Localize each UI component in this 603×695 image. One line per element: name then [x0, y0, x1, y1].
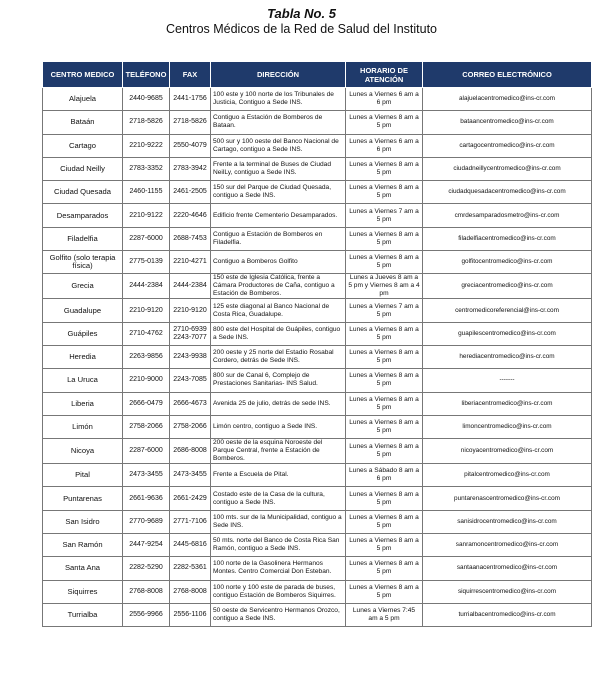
cell-horario: Lunes a Viernes 8 am a 5 pm: [346, 439, 423, 464]
cell-horario: Lunes a Viernes 8 am a 5 pm: [346, 510, 423, 533]
cell-direccion: 800 sur de Canal 6, Complejo de Prestaciones Sanitarias- INS Salud.: [211, 369, 346, 392]
cell-telefono: 2440-9685: [123, 88, 170, 111]
cell-centro: Turrialba: [43, 603, 123, 626]
cell-correo: santaanacentromedico@ins-cr.com: [423, 557, 592, 580]
table-row: [43, 322, 592, 345]
cell-centro: San Ramón: [43, 534, 123, 557]
cell-horario: Lunes a Viernes 8 am a 5 pm: [346, 557, 423, 580]
header-centro: CENTRO MEDICO: [43, 62, 123, 88]
cell-fax: 2441-1756: [170, 88, 211, 111]
cell-fax: 2710-6939 2243-7077: [170, 322, 211, 345]
table-row: [43, 181, 592, 204]
cell-telefono: 2758-2066: [123, 415, 170, 438]
cell-horario: Lunes a Viernes 7 am a 5 pm: [346, 204, 423, 227]
table-row: [43, 299, 592, 322]
table-row: [43, 415, 592, 438]
cell-correo: alajuelacentromedico@ins-cr.com: [423, 88, 592, 111]
cell-telefono: 2210-9120: [123, 299, 170, 322]
cell-direccion: Edificio frente Cementerio Desamparados.: [211, 204, 346, 227]
cell-direccion: 100 mts. sur de la Municipalidad, contiguo a Sede INS.: [211, 510, 346, 533]
cell-horario: Lunes a Viernes 8 am a 5 pm: [346, 157, 423, 180]
cell-centro: Guápiles: [43, 322, 123, 345]
table-row: [43, 345, 592, 368]
table-row: [43, 369, 592, 392]
cell-direccion: 100 este y 100 norte de los Tribunales de Justicia, Contiguo a Sede INS.: [211, 88, 346, 111]
cell-centro: Nicoya: [43, 439, 123, 464]
cell-telefono: 2556-9966: [123, 603, 170, 626]
cell-telefono: 2447-9254: [123, 534, 170, 557]
cell-telefono: 2287-6000: [123, 227, 170, 250]
cell-centro: Alajuela: [43, 88, 123, 111]
table-row: [43, 157, 592, 180]
cell-correo: golfitocentromedico@ins-cr.com: [423, 251, 592, 274]
cell-direccion: Frente a Escuela de Pital.: [211, 464, 346, 487]
cell-direccion: Frente a la terminal de Buses de Ciudad NeilLy, contiguo a Sede INS.: [211, 157, 346, 180]
cell-fax: 2768-8008: [170, 580, 211, 603]
cell-horario: Lunes a Viernes 8 am a 5 pm: [346, 534, 423, 557]
cell-direccion: Contiguo a Estación de Bomberos en Filadelfia.: [211, 227, 346, 250]
cell-telefono: 2775-0139: [123, 251, 170, 274]
cell-centro: Golfito (solo terapia física): [43, 251, 123, 274]
cell-correo: guapilescentromedico@ins-cr.com: [423, 322, 592, 345]
table-row: [43, 534, 592, 557]
table-row: [43, 204, 592, 227]
header-correo: CORREO ELECTRÓNICO: [423, 62, 592, 88]
cell-centro: Pital: [43, 464, 123, 487]
cell-direccion: 200 oeste de la esquina Noroeste del Parque Central, frente a Estación de Bomberos.: [211, 439, 346, 464]
cell-direccion: 50 mts. norte del Banco de Costa Rica San Ramón, contiguo a Sede INS.: [211, 534, 346, 557]
cell-horario: Lunes a Viernes 7:45 am a 5 pm: [346, 603, 423, 626]
cell-horario: Lunes a Viernes 8 am a 5 pm: [346, 487, 423, 510]
cell-centro: Liberia: [43, 392, 123, 415]
cell-direccion: Contiguo a Bomberos Golfito: [211, 251, 346, 274]
cell-centro: Ciudad Quesada: [43, 181, 123, 204]
table-caption: [0, 6, 603, 37]
cell-horario: Lunes a Jueves 8 am a 5 pm y Viernes 8 am a 4 pm: [346, 274, 423, 299]
cell-correo: herediacentromedico@ins-cr.com: [423, 345, 592, 368]
cell-correo: cmrdesamparadosmetro@ins-cr.com: [423, 204, 592, 227]
cell-correo: limoncentromedico@ins-cr.com: [423, 415, 592, 438]
cell-centro: Santa Ana: [43, 557, 123, 580]
cell-centro: Limón: [43, 415, 123, 438]
cell-centro: Puntarenas: [43, 487, 123, 510]
cell-horario: Lunes a Viernes 7 am a 5 pm: [346, 299, 423, 322]
cell-fax: 2688-7453: [170, 227, 211, 250]
cell-telefono: 2770-9689: [123, 510, 170, 533]
cell-telefono: 2710-4762: [123, 322, 170, 345]
cell-direccion: 800 este del Hospital de Guápiles, contiguo a Sede INS.: [211, 322, 346, 345]
cell-fax: 2220-4646: [170, 204, 211, 227]
cell-centro: Bataán: [43, 111, 123, 134]
cell-fax: 2282-5361: [170, 557, 211, 580]
table-row: [43, 111, 592, 134]
cell-telefono: 2282-5290: [123, 557, 170, 580]
cell-telefono: 2263-9856: [123, 345, 170, 368]
cell-fax: 2771-7106: [170, 510, 211, 533]
table-row: [43, 510, 592, 533]
cell-correo: cartagocentromedico@ins-cr.com: [423, 134, 592, 157]
table-row: [43, 227, 592, 250]
cell-fax: 2210-9120: [170, 299, 211, 322]
table-row: [43, 392, 592, 415]
cell-correo: pitalcentromedico@ins-cr.com: [423, 464, 592, 487]
cell-horario: Lunes a Viernes 8 am a 5 pm: [346, 580, 423, 603]
cell-centro: Siquirres: [43, 580, 123, 603]
cell-fax: 2461-2505: [170, 181, 211, 204]
cell-fax: 2210-4271: [170, 251, 211, 274]
cell-correo: filadelfiacentromedico@ins-cr.com: [423, 227, 592, 250]
table-row: [43, 464, 592, 487]
header-fax: FAX: [170, 62, 211, 88]
cell-telefono: 2783-3352: [123, 157, 170, 180]
cell-telefono: 2210-9000: [123, 369, 170, 392]
cell-horario: Lunes a Viernes 6 am a 6 pm: [346, 134, 423, 157]
cell-correo: bataancentromedico@ins-cr.com: [423, 111, 592, 134]
cell-direccion: 100 norte de la Gasolinera Hermanos Montes. Centro Comercial Don Esteban.: [211, 557, 346, 580]
cell-horario: Lunes a Viernes 8 am a 5 pm: [346, 392, 423, 415]
cell-fax: 2243-9938: [170, 345, 211, 368]
header-horario: HORARIO DE ATENCIÓN: [346, 62, 423, 88]
cell-direccion: 500 sur y 100 oeste del Banco Nacional de Cartago, contiguo a Sede INS.: [211, 134, 346, 157]
cell-horario: Lunes a Viernes 8 am a 5 pm: [346, 369, 423, 392]
table-header-row: [43, 62, 592, 88]
cell-telefono: 2666-0479: [123, 392, 170, 415]
cell-horario: Lunes a Viernes 6 am a 6 pm: [346, 88, 423, 111]
table-row: [43, 557, 592, 580]
cell-fax: 2556-1106: [170, 603, 211, 626]
cell-fax: 2686-8008: [170, 439, 211, 464]
cell-direccion: Limón centro, contiguo a Sede INS.: [211, 415, 346, 438]
cell-telefono: 2661-9636: [123, 487, 170, 510]
cell-direccion: Avenida 25 de julio, detrás de sede INS.: [211, 392, 346, 415]
cell-fax: 2243-7085: [170, 369, 211, 392]
cell-correo: liberiacentromedico@ins-cr.com: [423, 392, 592, 415]
cell-horario: Lunes a Viernes 8 am a 5 pm: [346, 345, 423, 368]
table-row: [43, 88, 592, 111]
cell-direccion: Contiguo a Estación de Bomberos de Bataan.: [211, 111, 346, 134]
cell-centro: Desamparados: [43, 204, 123, 227]
table-row: [43, 603, 592, 626]
cell-fax: 2718-5826: [170, 111, 211, 134]
cell-direccion: 50 oeste de Servicentro Hermanos Orozco, contiguo a Sede INS.: [211, 603, 346, 626]
cell-centro: Grecia: [43, 274, 123, 299]
table-row: [43, 439, 592, 464]
cell-centro: Filadelfia: [43, 227, 123, 250]
cell-correo: centromedicoreferencial@ins-cr.com: [423, 299, 592, 322]
table-subtitle: Centros Médicos de la Red de Salud del Instituto: [166, 22, 437, 36]
cell-direccion: 125 este diagonal al Banco Nacional de Costa Rica, Guadalupe.: [211, 299, 346, 322]
cell-direccion: 200 oeste y 25 norte del Estadio Rosabal Cordero, detrás de Sede INS.: [211, 345, 346, 368]
cell-horario: Lunes a Viernes 8 am a 5 pm: [346, 111, 423, 134]
table-title: Tabla No. 5: [267, 6, 336, 21]
cell-direccion: Costado este de la Casa de la cultura, contiguo a Sede INS.: [211, 487, 346, 510]
table-row: [43, 274, 592, 299]
cell-fax: 2783-3942: [170, 157, 211, 180]
cell-correo: turrialbacentromedico@ins-cr.com: [423, 603, 592, 626]
cell-centro: Cartago: [43, 134, 123, 157]
cell-horario: Lunes a Viernes 8 am a 5 pm: [346, 251, 423, 274]
cell-fax: 2444-2384: [170, 274, 211, 299]
cell-correo: puntarenascentromedico@ins-cr.com: [423, 487, 592, 510]
cell-horario: Lunes a Viernes 8 am a 5 pm: [346, 227, 423, 250]
cell-horario: Lunes a Viernes 8 am a 5 pm: [346, 181, 423, 204]
cell-fax: 2473-3455: [170, 464, 211, 487]
table-body: [43, 88, 592, 627]
cell-horario: Lunes a Sábado 8 am a 6 pm: [346, 464, 423, 487]
cell-fax: 2550-4079: [170, 134, 211, 157]
medical-centers-table: [42, 61, 592, 627]
cell-centro: Heredia: [43, 345, 123, 368]
cell-horario: Lunes a Viernes 8 am a 5 pm: [346, 415, 423, 438]
header-telefono: TELÉFONO: [123, 62, 170, 88]
cell-centro: San Isidro: [43, 510, 123, 533]
cell-correo: nicoyacentromedico@ins-cr.com: [423, 439, 592, 464]
cell-horario: Lunes a Viernes 8 am a 5 pm: [346, 322, 423, 345]
header-direccion: DIRECCIÓN: [211, 62, 346, 88]
cell-correo: greciacentromedico@ins-cr.com: [423, 274, 592, 299]
cell-correo: siquirrescentromedico@ins-cr.com: [423, 580, 592, 603]
table-row: [43, 251, 592, 274]
cell-fax: 2445-6816: [170, 534, 211, 557]
cell-direccion: 100 norte y 100 este de parada de buses, contiguo Estación de Bomberos Siquirres.: [211, 580, 346, 603]
cell-correo: sanisidrocentromedico@ins-cr.com: [423, 510, 592, 533]
table-row: [43, 487, 592, 510]
cell-telefono: 2210-9222: [123, 134, 170, 157]
cell-telefono: 2473-3455: [123, 464, 170, 487]
cell-correo: ciudadquesadacentromedico@ins-cr.com: [423, 181, 592, 204]
cell-telefono: 2460-1155: [123, 181, 170, 204]
cell-direccion: 150 este de Iglesia Católica, frente a Cámara Productores de Caña, contiguo a Estación de Bomberos.: [211, 274, 346, 299]
cell-telefono: 2287-6000: [123, 439, 170, 464]
table-row: [43, 134, 592, 157]
cell-fax: 2661-2429: [170, 487, 211, 510]
cell-telefono: 2718-5826: [123, 111, 170, 134]
cell-telefono: 2768-8008: [123, 580, 170, 603]
table-row: [43, 580, 592, 603]
cell-correo: ciudadneillycentromedico@ins-cr.com: [423, 157, 592, 180]
cell-fax: 2666-4673: [170, 392, 211, 415]
cell-centro: Ciudad Neilly: [43, 157, 123, 180]
cell-correo: -------: [423, 369, 592, 392]
cell-telefono: 2210-9122: [123, 204, 170, 227]
cell-correo: sanramoncentromedico@ins-cr.com: [423, 534, 592, 557]
cell-fax: 2758-2066: [170, 415, 211, 438]
cell-direccion: 150 sur del Parque de Ciudad Quesada, contiguo a Sede INS.: [211, 181, 346, 204]
cell-centro: La Uruca: [43, 369, 123, 392]
cell-telefono: 2444-2384: [123, 274, 170, 299]
cell-centro: Guadalupe: [43, 299, 123, 322]
